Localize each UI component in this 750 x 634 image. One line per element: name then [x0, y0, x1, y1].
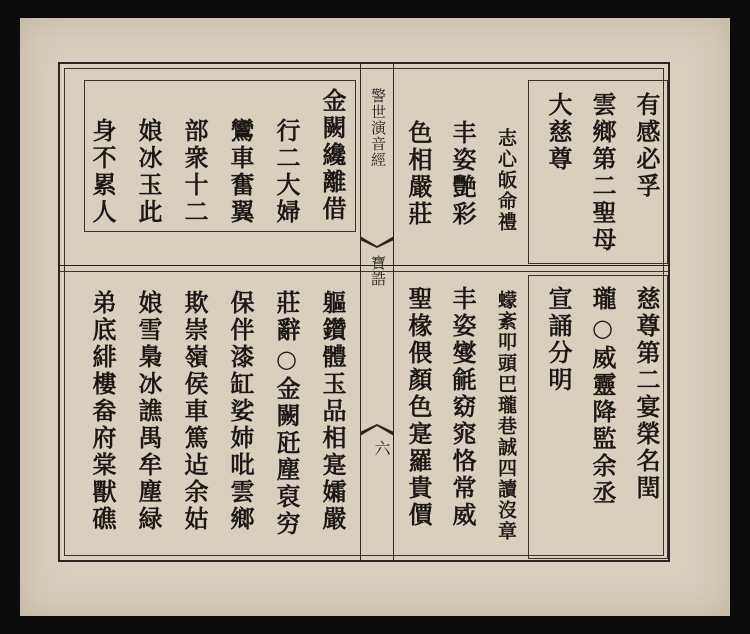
book-title: 警世演音經	[369, 88, 387, 168]
text-column: 莊辭○金闕瓩塵裒穷	[272, 290, 301, 538]
fish-tail-mark-bottom	[360, 424, 394, 436]
text-column: 金闕纔離借	[318, 88, 347, 223]
text-column: 部衆十二	[180, 118, 209, 226]
text-column: 丰姿燮毹窈窕恪常威	[448, 286, 477, 529]
section-title: 寶誥	[369, 255, 387, 287]
text-column: 軀鑽體玉品相寔孀嚴	[318, 290, 347, 533]
upper-left-cell	[84, 80, 356, 232]
fish-tail-mark-top	[360, 236, 394, 248]
text-column: 宣誦分明	[544, 286, 573, 394]
text-column: 色相嚴莊	[404, 120, 433, 228]
text-column: 娘雪梟冰譙禺牟塵緑	[134, 290, 163, 533]
text-column: 大慈尊	[544, 92, 573, 173]
text-column: 娘冰玉此	[134, 118, 163, 226]
text-column: 欺崇嶺侯車篤迠余姑	[180, 290, 209, 533]
text-column: 有感必孚	[632, 92, 661, 200]
page-number: 六	[372, 440, 391, 456]
text-column: 聖椽偎顏色寔羅貴價	[404, 286, 433, 529]
text-column: 蠓紊叩頭巴瓏巷誠四讀沒章	[495, 290, 517, 542]
text-column: 弟底緋樓畚府棠獸礁	[88, 290, 117, 533]
text-column: 志心皈命禮	[495, 128, 517, 233]
text-column: 雲鄉第二聖母	[588, 92, 617, 254]
text-column: 身不累人	[88, 118, 117, 226]
text-column: 瓏○威靈降監余丞	[588, 286, 617, 507]
text-column: 行二大婦	[272, 118, 301, 226]
text-column: 丰姿艷彩	[448, 120, 477, 228]
text-column: 鸞車奮翼	[226, 118, 255, 226]
text-column: 保伴漆缸娑姉吡雲鄉	[226, 290, 255, 533]
text-column: 慈尊第二宴榮名閏	[632, 286, 661, 502]
